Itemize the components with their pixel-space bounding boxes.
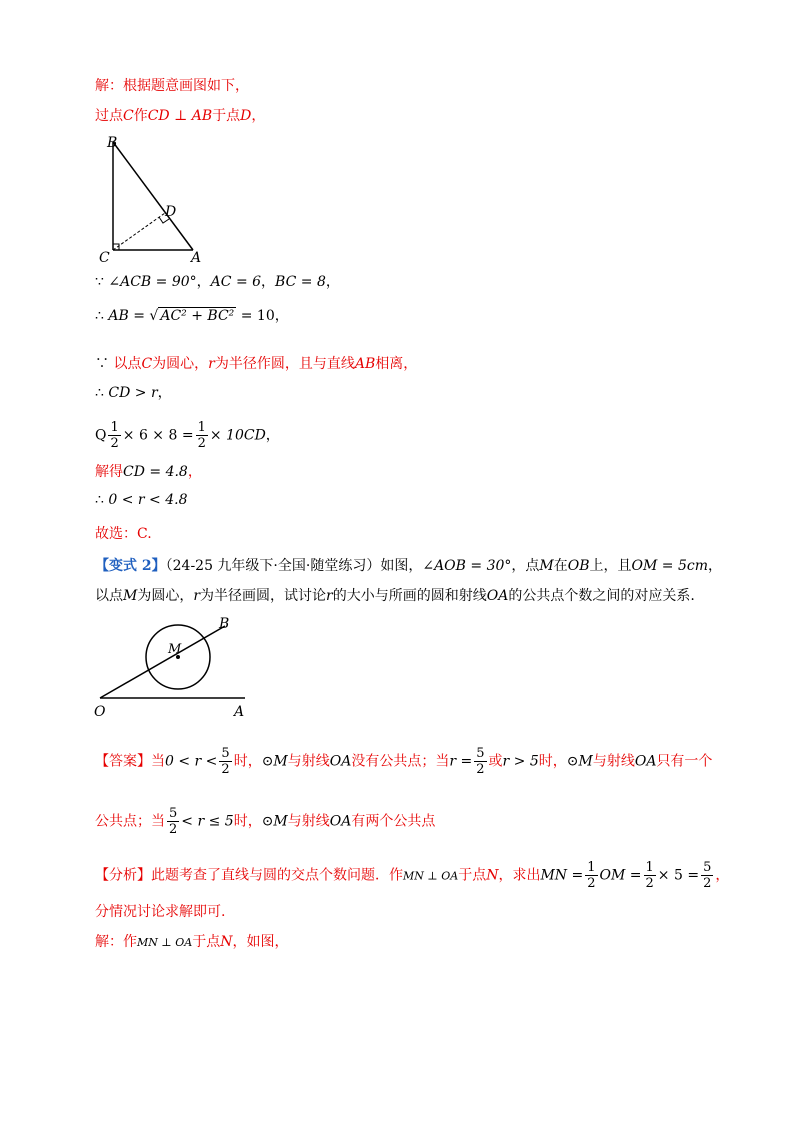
result-line: 解得CD = 4.8， [95,464,202,480]
variant-question-line1: 【变式 2】（24-25 九年级下·全国·随堂练习）如图，∠AOB = 30°，点M在OB上，且OM = 5cm， [95,558,722,574]
solution2-intro: 解：作MN ⊥ OA于点N，如图， [95,934,289,950]
label-A: A [191,250,202,265]
label-D: D [165,204,177,220]
right-triangle-figure [95,130,235,265]
label-M: M [168,642,182,657]
pythagoras-line: ∴ AB = √ AC² + BC² = 10， [95,308,289,324]
label-B: B [107,135,118,151]
label-B: B [219,616,230,632]
range-line: ∴ 0 < r < 4.8 [95,492,188,508]
variant-question-line2: 以点M为圆心，r为半径画圆，试讨论r的大小与所画的圆和射线OA的公共点个数之间的对应关系. [95,588,695,604]
analysis-line2: 分情况讨论求解即可. [95,904,226,920]
solution-intro: 解：根据题意画图如下， [95,78,249,94]
label-C: C [99,250,110,265]
inequality-line: ∴ CD > r， [95,385,172,401]
circle-ray-figure [90,612,260,722]
answer-line2: 公共点；当 $\frac{5}{2}$ < r ≤ 5时，⊙M与射线OA有两个公共点 [95,806,436,837]
answer-line1: 【答案】当0 < r < $\frac{5}{2}$ 时，⊙M与射线OA没有公共点；当r = $\frac{5}{2}$ 或r > 5时，⊙M与射线OA只有一个 [95,746,713,777]
label-O: O [94,704,106,720]
analysis-line1: 【分析】此题考查了直线与圆的交点个数问题．作MN ⊥ OA于点N，求出MN = $\frac{1}{2}$ OM = $\frac{1}{2}$ × 5 = $\frac{5}{2}$ ， [95,860,730,891]
choice-line: 故选：C. [95,526,152,542]
condition-line: ∵ 以点C为圆心，r为半径作圆，且与直线AB相离， [95,356,418,372]
solution-line-construct: 过点C作CD ⊥ AB于点D， [95,108,266,124]
label-A: A [234,704,245,720]
area-equation-line: Q $\frac{1}{2}$ × 6 × 8 = $\frac{1}{2}$ × 10CD， [95,420,280,451]
given-line: ∵ ∠ACB = 90°，AC = 6，BC = 8， [95,274,340,290]
